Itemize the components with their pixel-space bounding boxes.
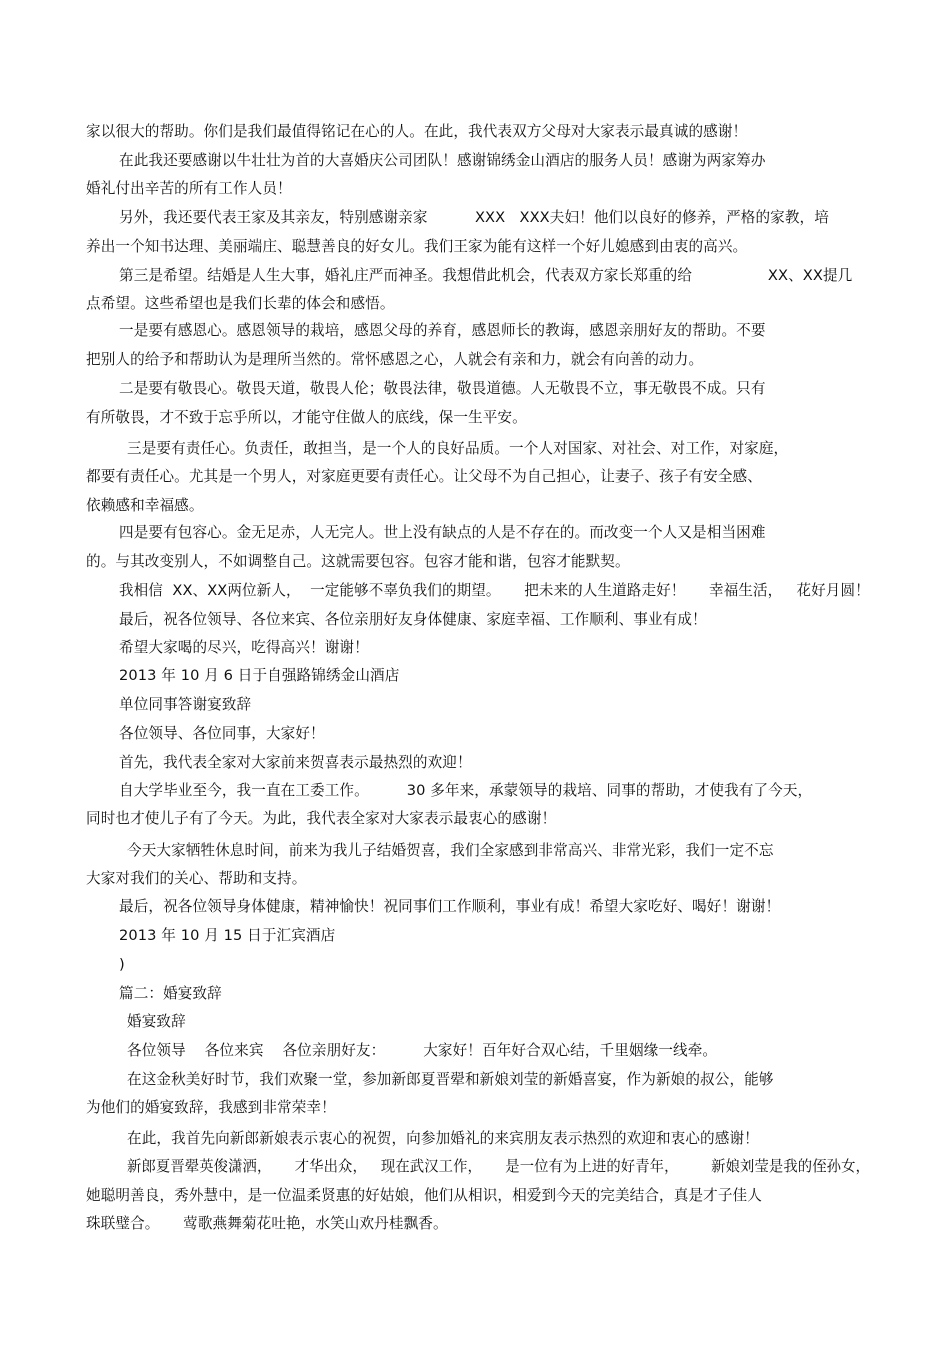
text-line: 二是要有敬畏心。敬畏天道，敬畏人伦；敬畏法律，敬畏道德。人无敬畏不立，事无敬畏不成。只有: [119, 380, 766, 397]
text-line: 今天大家牺牲休息时间，前来为我儿子结婚贺喜，我们全家感到非常高兴、非常光彩，我们一定不忘: [127, 842, 774, 859]
text-line: 都要有责任心。尤其是一个男人，对家庭更要有责任心。让父母不为自己担心，让妻子、孩子有安全感、: [86, 468, 762, 485]
text-line: 一是要有感恩心。感恩领导的栽培，感恩父母的养育，感恩师长的教诲，感恩亲朋好友的帮助。不要: [119, 322, 766, 339]
text-line: 各位领导 各位来宾 各位亲朋好友： 大家好！百年好合双心结，千里姻缘一线牵。: [127, 1042, 718, 1059]
text-line: 婚宴致辞: [127, 1013, 186, 1030]
text-line: 新郎夏晋翚英俊潇洒， 才华出众， 现在武汉工作， 是一位有为上进的好青年， 新娘刘莹是我的侄孙女，: [127, 1158, 871, 1175]
text-line: 篇二：婚宴致辞: [119, 985, 222, 1002]
text-line: 第三是希望。结婚是人生大事，婚礼庄严而神圣。我想借此机会，代表双方家长郑重的给 XX、XX提几: [119, 267, 853, 284]
text-line: 首先，我代表全家对大家前来贺喜表示最热烈的欢迎！: [119, 754, 472, 771]
text-line: 自大学毕业至今，我一直在工委工作。 30 多年来，承蒙领导的栽培、同事的帮助，才使我有了今天，: [119, 782, 813, 799]
text-line: 另外，我还要代表王家及其亲友，特别感谢亲家 XXX XXX夫妇！他们以良好的修养，严格的家教，培: [119, 209, 829, 226]
text-line: 家以很大的帮助。你们是我们最值得铭记在心的人。在此，我代表双方父母对大家表示最真诚的感谢！: [86, 123, 748, 140]
text-line: 我相信 XX、XX两位新人， 一定能够不辜负我们的期望。 把未来的人生道路走好！ 幸福生活， 花好月圆！: [119, 582, 870, 599]
text-line: 大家对我们的关心、帮助和支持。: [86, 870, 307, 887]
text-line: 在此，我首先向新郎新娘表示衷心的祝贺，向参加婚礼的来宾朋友表示热烈的欢迎和衷心的感谢！: [127, 1130, 759, 1147]
text-line: 婚礼付出辛苦的所有工作人员！: [86, 180, 292, 197]
text-line: 希望大家喝的尽兴，吃得高兴！谢谢！: [119, 639, 369, 656]
text-line: 珠联璧合。 莺歌燕舞菊花吐艳，水笑山欢丹桂飘香。: [86, 1215, 448, 1232]
text-line: ): [119, 956, 125, 973]
text-line: 三是要有责任心。负责任，敢担当，是一个人的良好品质。一个人对国家、对社会、对工作，对家庭，: [127, 440, 789, 457]
text-line: 最后，祝各位领导、各位来宾、各位亲朋好友身体健康、家庭幸福、工作顺利、事业有成！: [119, 611, 707, 628]
text-line: 养出一个知书达理、美丽端庄、聪慧善良的好女儿。我们王家为能有这样一个好儿媳感到由衷的高兴。: [86, 238, 748, 255]
text-line: 同时也才使儿子有了今天。为此，我代表全家对大家表示最衷心的感谢！: [86, 810, 557, 827]
text-line: 单位同事答谢宴致辞: [119, 696, 252, 713]
text-line: 她聪明善良，秀外慧中，是一位温柔贤惠的好姑娘，他们从相识，相爱到今天的完美结合，真是才子佳人: [86, 1187, 762, 1204]
text-line: 各位领导、各位同事，大家好！: [119, 725, 325, 742]
text-line: 2013 年 10 月 6 日于自强路锦绣金山酒店: [119, 667, 400, 684]
text-line: 2013 年 10 月 15 日于汇宾酒店: [119, 927, 336, 944]
text-line: 在此我还要感谢以牛壮壮为首的大喜婚庆公司团队！感谢锦绣金山酒店的服务人员！感谢为两家筹办: [119, 152, 766, 169]
text-line: 的。与其改变别人，不如调整自己。这就需要包容。包容才能和谐，包容才能默契。: [86, 553, 630, 570]
text-line: 点希望。这些希望也是我们长辈的体会和感悟。: [86, 295, 395, 312]
text-line: 有所敬畏，才不致于忘乎所以，才能守住做人的底线，保一生平安。: [86, 409, 527, 426]
text-line: 最后，祝各位领导身体健康，精神愉快！祝同事们工作顺利，事业有成！希望大家吃好、喝好！谢谢！: [119, 898, 781, 915]
text-line: 在这金秋美好时节，我们欢聚一堂，参加新郎夏晋翚和新娘刘莹的新婚喜宴，作为新娘的叔公，能够: [127, 1071, 774, 1088]
text-line: 为他们的婚宴致辞，我感到非常荣幸！: [86, 1099, 336, 1116]
text-line: 四是要有包容心。金无足赤，人无完人。世上没有缺点的人是不存在的。而改变一个人又是相当困难: [119, 524, 766, 541]
text-line: 把别人的给予和帮助认为是理所当然的。常怀感恩之心，人就会有亲和力，就会有向善的动力。: [86, 351, 704, 368]
text-line: 依赖感和幸福感。: [86, 497, 204, 514]
